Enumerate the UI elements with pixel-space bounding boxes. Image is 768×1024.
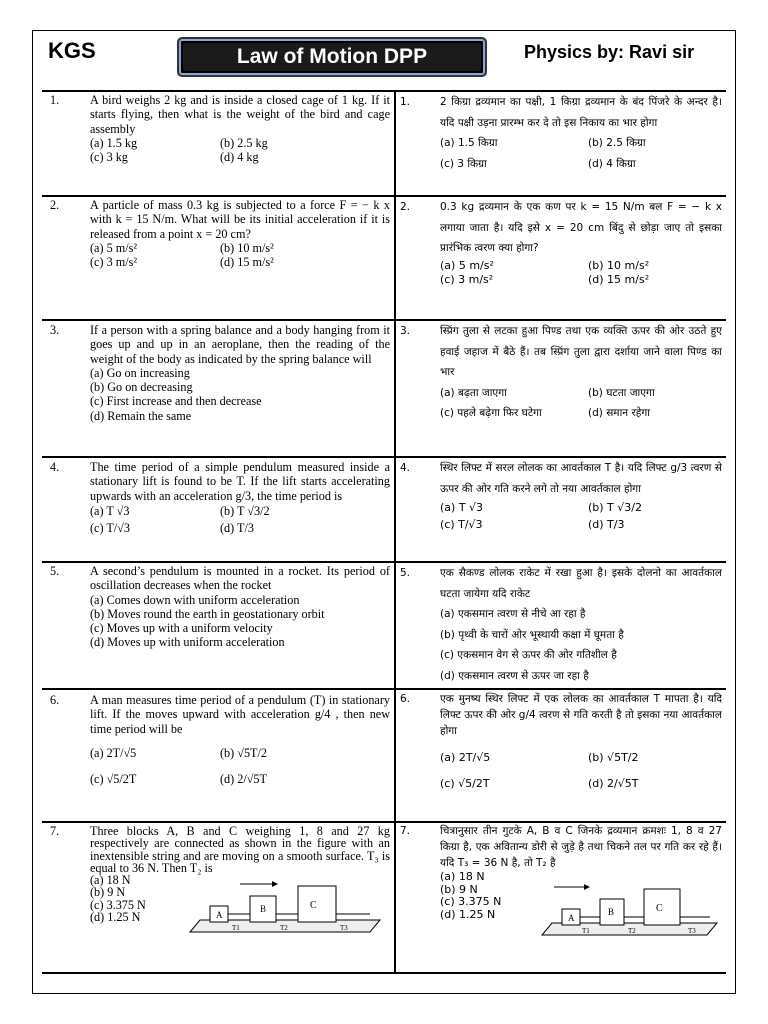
- svg-text:A: A: [568, 913, 575, 923]
- question-3-en: 3. If a person with a spring balance and a body hanging from it goes up and up in an aeroplane, then the reading of the weight of the body as indicated by the spring balance will (a) Go on increasing (b) Go on decreasing (c) First increase and then decrease (d) Remain the same: [50, 323, 390, 423]
- svg-text:T3: T3: [340, 924, 348, 932]
- question-6-en: 6. A man measures time period of a pendulum (T) in stationary lift. If the moves upward with acceleration g/4 , then new time period will be (a) 2T/√5 (b) √5T/2 (c) √5/2T (d) 2/√5T: [50, 693, 390, 786]
- question-7-en: 7. Three blocks A, B and C weighing 1, 8 and 27 kg respectively are connected as shown in the figure with an inextensible string and are moving on a smooth surface. T₃ is equal to 36 N. Then T₂ is (a) 18 N (b) 9 N (c) 3.375 N (d) 1.25 N: [50, 825, 390, 925]
- page-title: Law of Motion DPP: [183, 43, 481, 71]
- blocks-figure-hi: [532, 883, 722, 943]
- author-label: Physics by: Ravi sir: [524, 42, 695, 62]
- blocks-figure-en: [180, 880, 390, 940]
- question-6-hi: 6. एक मुनष्य स्थिर लिफ्ट में एक लोलक का आवर्तकाल T मापता है। यदि लिफ्ट ऊपर की ओर g/4 त्वरण से गति करती है तो इसका नया आवर्तकाल होगा (a) 2T/√5 (b) √5T/2 (c) √5/2T (d) 2/√5T: [400, 693, 722, 790]
- question-1-hi: 1. 2 किग्रा द्रव्यमान का पक्षी, 1 किग्रा द्रव्यमान के बंद पिंजरे के अन्दर है। यदि पक्षी उड़ना प्रारम्भ कर दे तो इस निकाय का भार होगा (a) 1.5 किग्रा (b) 2.5 किग्रा (c) 3 किग्रा (d) 4 किग्रा: [400, 96, 722, 170]
- question-4-en: 4. The time period of a simple pendulum measured inside a stationary lift is found to be T. If the lift starts accelerating upwards with an acceleration g/3, the time period is (a) T √3 (b) T √3/2 (c) T/√3 (d) T/3: [50, 460, 390, 535]
- question-5-hi: 5. एक सैकण्ड लोलक राकेट में रखा हुआ है। इसके दोलनो का आवर्तकाल घटता जायेगा यदि राकेट (a) एकसमान त्वरण से नीचे आ रहा है (b) पृथ्वी के चारों ओर भूस्थायी कक्षा में घूमता है (c) एकसमान वेग से ऊपर की ओर गतिशील है (d) एकसमान त्वरण से ऊपर जा रहा है: [400, 567, 722, 682]
- question-3-hi: 3. स्प्रिंग तुला से लटका हुआ पिण्ड तथा एक व्यक्ति ऊपर की ओर उठते हुए हवाई जहाज में बैठे हैं। तब स्प्रिंग तुला द्वारा दर्शाया जाने वाला पिण्ड का भार (a) बढ़ता जाएगा (b) घटता जाएगा (c) पहले बढ़ेगा फिर घटेगा (d) समान रहेगा: [400, 325, 722, 419]
- svg-text:C: C: [656, 903, 663, 914]
- svg-text:T2: T2: [628, 927, 636, 935]
- svg-text:A: A: [216, 910, 223, 920]
- svg-text:B: B: [260, 904, 267, 914]
- question-4-hi: 4. स्थिर लिफ्ट में सरल लोलक का आवर्तकाल T है। यदि लिफ्ट g/3 त्वरण से ऊपर की ओर गति करने लगे तो नया आवर्तकाल होगा (a) T √3 (b) T √3/2 (c) T/√3 (d) T/3: [400, 462, 722, 531]
- title-banner: [177, 37, 487, 77]
- svg-text:T3: T3: [688, 927, 696, 935]
- question-table: [42, 90, 726, 974]
- svg-text:T2: T2: [280, 924, 288, 932]
- question-2-hi: 2. 0.3 kg द्रव्यमान के एक कण पर k = 15 N/m बल F = − k x लगाया जाता है। यदि इसे x = 20 cm बिंदु से छोड़ा जाए तो इसका प्रारंभिक त्वरण क्या होगा? (a) 5 m/s² (b) 10 m/s² (c) 3 m/s² (d) 15 m/s²: [400, 201, 722, 286]
- svg-text:B: B: [608, 907, 615, 917]
- svg-text:C: C: [310, 900, 317, 911]
- svg-text:T1: T1: [232, 924, 240, 932]
- question-7-hi: 7. चित्रानुसार तीन गुटके A, B व C जिनके द्रव्यमान क्रमशः 1, 8 व 27 किग्रा है, एक अवितान्य डोरी से जुड़े है तथा चिकने तल पर गति कर रहे हैं। यदि T₃ = 36 N है, तो T₂ है (a) 18 N (b) 9 N (c) 3.375 N (d) 1.25 N: [400, 825, 722, 921]
- question-1-en: 1. A bird weighs 2 kg and is inside a closed cage of 1 kg. If it starts flying, then what is the weight of the bird and cage assembly (a) 1.5 kg (b) 2.5 kg (c) 3 kg (d) 4 kg: [50, 93, 390, 165]
- question-2-en: 2. A particle of mass 0.3 kg is subjected to a force F = − k x with k = 15 N/m. What will be its initial acceleration if it is released from a point x = 20 cm? (a) 5 m/s² (b) 10 m/s² (c) 3 m/s² (d) 15 m/s²: [50, 198, 390, 270]
- logo: KGS: [48, 38, 96, 63]
- svg-text:T1: T1: [582, 927, 590, 935]
- column-divider: [394, 90, 396, 974]
- question-5-en: 5. A second’s pendulum is mounted in a rocket. Its period of oscillation decreases when the rocket (a) Comes down with uniform acceleration (b) Moves round the earth in geostationary orbit (c) Moves up with a uniform velocity (d) Moves up with uniform acceleration: [50, 564, 390, 650]
